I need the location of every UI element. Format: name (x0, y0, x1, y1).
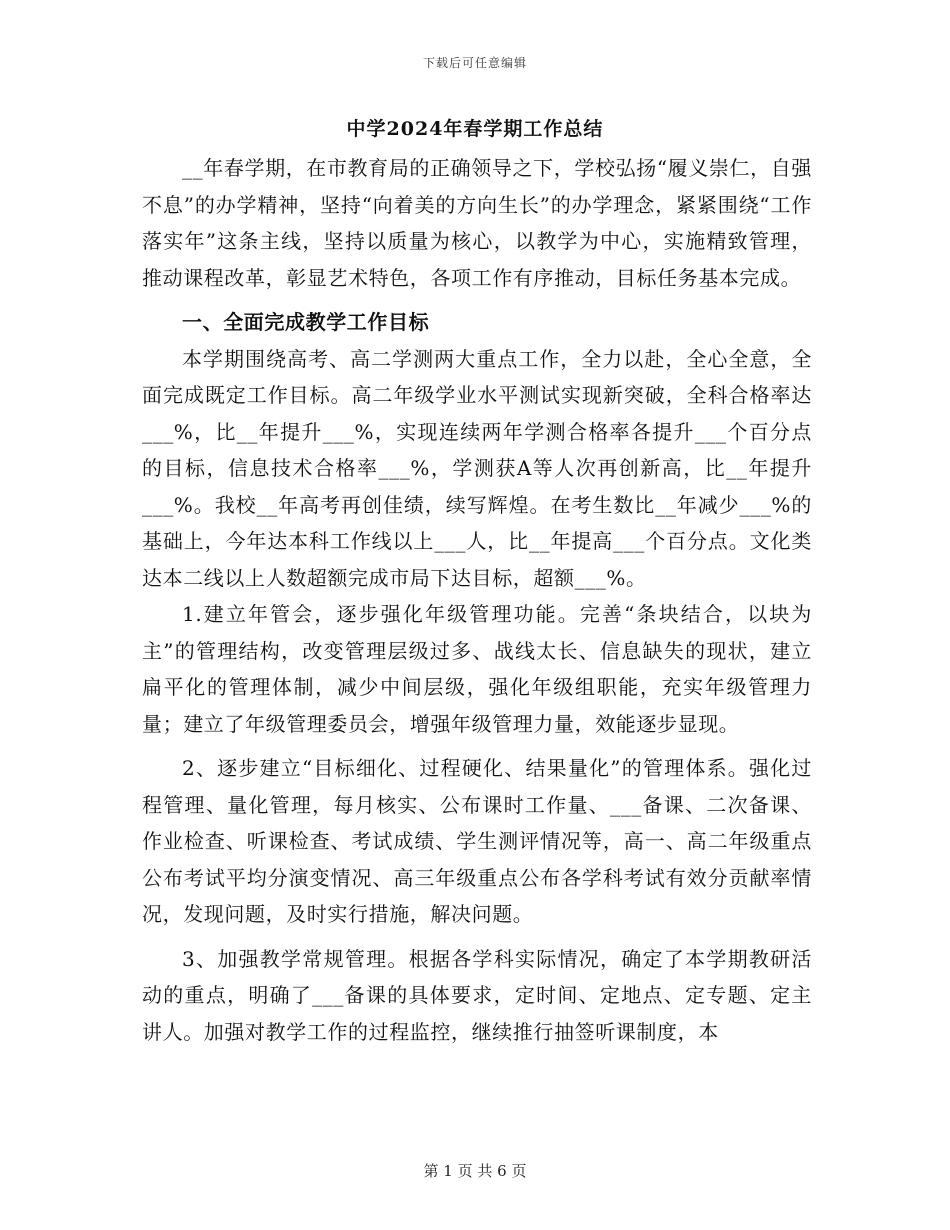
spacer (142, 742, 812, 750)
list-item-2: 2、逐步建立“目标细化、过程硬化、结果量化”的管理体系。强化过程管理、量化管理，每月核实、公布课时工作量、___备课、二次备课、作业检查、听课检查、考试成绩、学生测评情况等，高一、高二年级重点公布考试平均分演变情况、高三年级重点公布各学科考试有效分贡献率情况，发现问题，及时实行措施，解决问题。 (142, 756, 812, 926)
list-item-3: 3、加强教学常规管理。根据各学科实际情况，确定了本学期教研活动的重点，明确了___备课的具体要求，定时间、定地点、定专题、定主讲人。加强对教学工作的过程监控，继续推行抽签听课制度，本 (142, 946, 812, 1044)
document-title: 中学2024年春学期工作总结 (346, 118, 604, 140)
intro-paragraph: __年春学期，在市教育局的正确领导之下，学校弘扬“履义崇仁，自强不息”的办学精神，坚持“向着美的方向生长”的办学理念，紧紧围绕“工作落实年”这条主线，坚持以质量为核心，以教学为中心，实施精致管理，推动课程改革，彰显艺术特色，各项工作有序推动，目标任务基本完成。 (142, 156, 812, 290)
document-body (142, 150, 812, 1050)
list-item-1: 1.建立年管会，逐步强化年级管理功能。完善“条块结合，以块为主”的管理结构，改变管理层级过多、战线太长、信息缺失的现状，建立扁平化的管理体制，减少中间层级，强化年级组职能，充实年级管理力量；建立了年级管理委员会，增强年级管理力量，效能逐步显现。 (142, 602, 812, 736)
spacer (142, 933, 812, 941)
spacer (142, 296, 812, 304)
page-number: 第 1 页 共 6 页 (423, 1162, 527, 1180)
section-paragraph: 本学期围绕高考、高二学测两大重点工作，全力以赴，全心全意，全面完成既定工作目标。高二年级学业水平测试实现新突破，全科合格率达___%，比__年提升___%，实现连续两年学测合格率各提升___个百分点的目标，信息技术合格率___%，学测获A等人次再创新高，比__年提升___%。我校__年高考再创佳绩，续写辉煌。在考生数比__年减少___%的基础上，今年达本科工作线以上___人，比__年提高___个百分点。文化类达本二线以上人数超额完成市局下达目标，超额___%。 (142, 346, 812, 590)
section-heading: 一、全面完成教学工作目标 (182, 310, 430, 334)
header-note: 下载后可任意编辑 (422, 56, 527, 70)
